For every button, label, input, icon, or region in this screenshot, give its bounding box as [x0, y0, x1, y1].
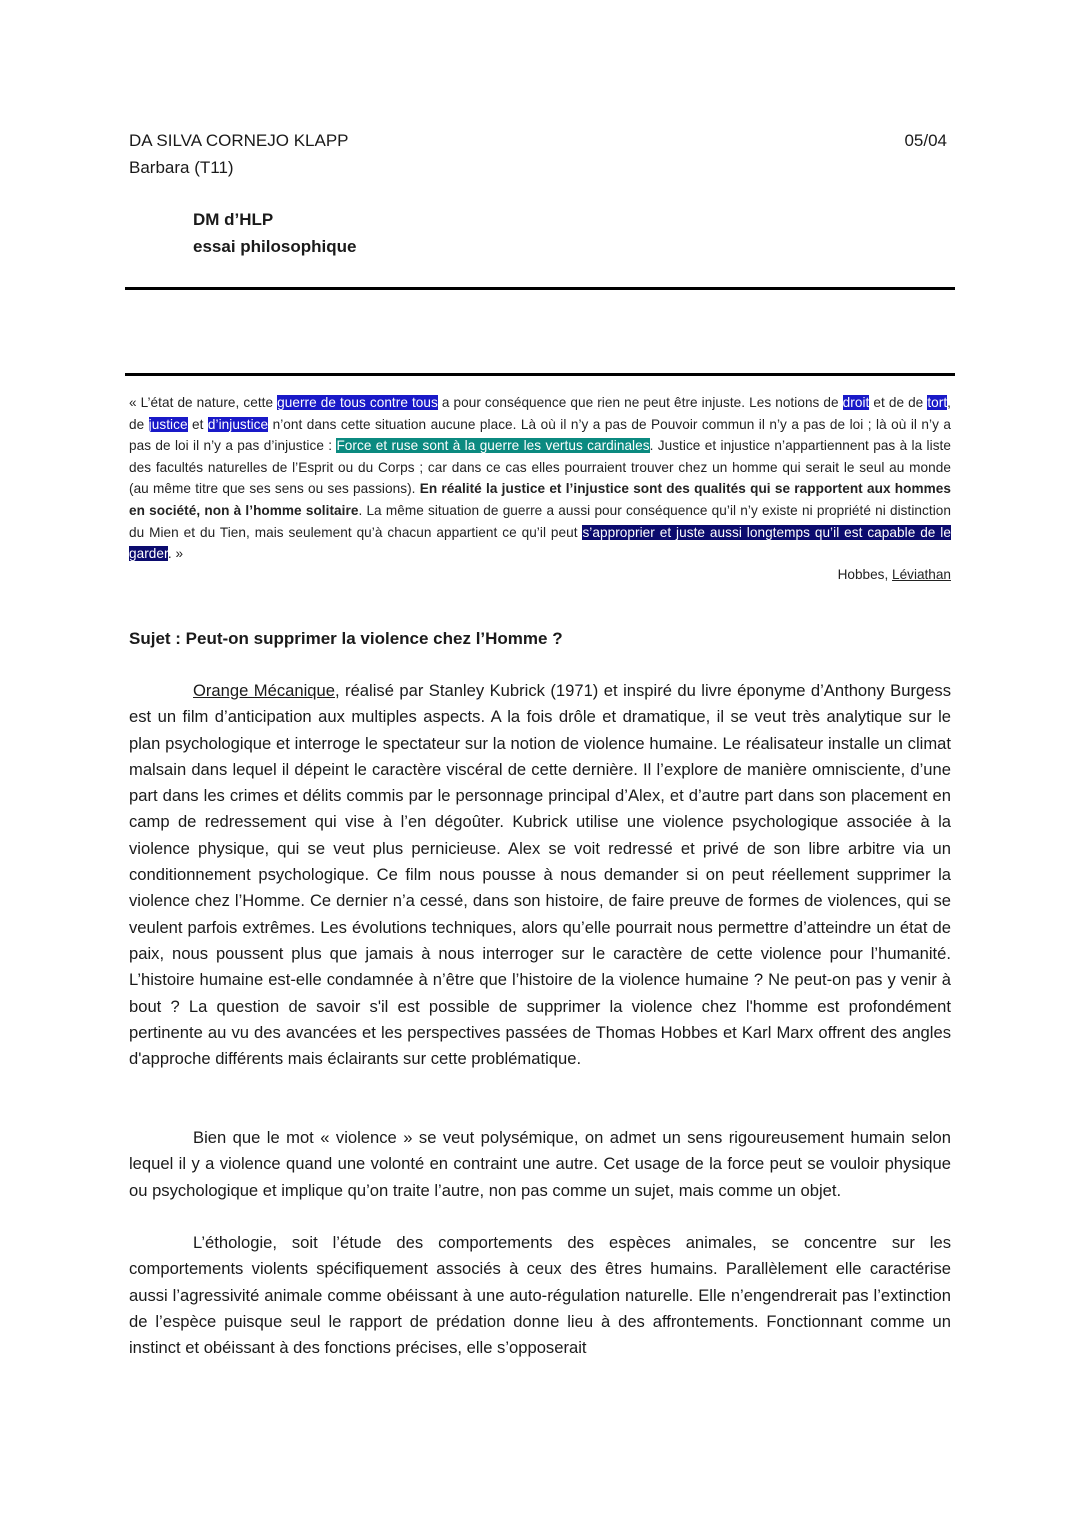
quote-citation — [838, 565, 951, 585]
document-date: 05/04 — [904, 131, 947, 150]
film-title: Orange Mécanique — [193, 681, 335, 700]
quote-text: . Justice et injustice n’appartiennent pas à la liste des facultés naturelles de l’Esprit ou du Corps ; car dans ce cas elles pourraient trouver chez un homme qui serait le seul au monde (au même titre que ses sens ou ses passions). — [129, 438, 951, 497]
quote-text: et — [187, 416, 208, 432]
horizontal-rule-bottom — [125, 373, 955, 376]
intro-text: , réalisé par Stanley Kubrick (1971) et inspiré du livre éponyme d’Anthony Burgess est un film d’anticipation aux multiples aspects. A la fois drôle et dramatique, il se veut très analytique sur le plan psychologique et interroge le spectateur sur la notion de violence humaine. Le réalisateur installe un climat malsain dans lequel il dépeint le caractère viscéral de cette dernière. Il l’explore de manière omnisciente, d’une part dans les crimes et délits commis par le personnage principal d’Alex, et d’autre part dans son placement en camp de redressement qui vise à l’en dégoûter. Kubrick utilise une violence psychologique associée à la violence physique, qui se veut plus pernicieuse. Alex se voit redressé et privé de son libre arbitre via un conditionnement psychologique. Ce film nous pousse à nous demander si on peut réellement supprimer la violence chez l’Homme. Ce dernier n’a cessé, dans son histoire, de faire preuve de formes de violences, qui se veulent parfois extrêmes. Les évolutions techniques, alors qu’elle pourrait nous permettre d’atteindre un état de paix, nous poussent plus que jamais à nous interroger sur le caractère de cette violence pour l’humanité. L’histoire humaine est-elle condamnée à n’être que l’histoire de la violence humaine ? Ne peut-on pas y venir à bout ? La question de savoir s'il est possible de supprimer la violence chez l'homme est profondément pertinente au vu des avancées et les perspectives passées de Thomas Hobbes et Karl Marx offrent des angles d'approche différents mais éclairants sur cette problématique. — [129, 681, 951, 1069]
document-subtitle: essai philosophique — [193, 237, 357, 256]
hobbes-quote — [129, 392, 951, 565]
author-first-name: Barbara (T11) — [129, 158, 234, 177]
quote-text: , de — [129, 395, 951, 432]
quote-text: n’ont dans cette situation aucune place. Là où il n’y a pas de Pouvoir commun il n’y a pas de loi ; là où il n’y a pas de loi il n’y a pas d’injustice : — [129, 416, 951, 454]
quote-text: . » — [167, 546, 184, 562]
quote-bold-text: En réalité la justice et l’injustice sont des qualités qui se rapportent aux hommes en société, non à l’homme solitaire — [129, 481, 951, 518]
quote-text: a pour conséquence que rien ne peut être injuste. Les notions de — [437, 395, 843, 410]
highlight-droit: droit — [842, 395, 870, 410]
quote-text: « L’état de nature, cette — [129, 395, 278, 410]
highlight-approprier: s’approprier et juste aussi longtemps qu’il est capable de le garder — [129, 524, 951, 562]
horizontal-rule-top — [125, 287, 955, 290]
highlight-guerre: guerre de tous contre tous — [277, 395, 438, 410]
document-title: DM d’HLP — [193, 210, 274, 229]
highlight-justice: justice — [148, 416, 188, 432]
quote-text: et de de — [869, 395, 928, 410]
quote-text: . La même situation de guerre a aussi pour conséquence qu’il n’y existe ni propriété ni distinction du Mien et du Tien, mais seulement qu’à chacun appartient ce qu’il peut — [129, 502, 952, 540]
citation-work: Léviathan — [892, 567, 951, 582]
intro-paragraph — [129, 678, 951, 1072]
citation-author: Hobbes, — [837, 567, 893, 582]
paragraph-ethology: L’éthologie, soit l’étude des comportements des espèces animales, se concentre sur les comportements violents spécifiquement associés à ceux des êtres humains. Parallèlement elle caractérise aussi l’agressivité animale comme obéissant à une auto-régulation naturelle. Elle n’engendrerait pas l’extinction de l’espèce puisque seul le rapport de prédation donne lieu à des affrontements. Fonctionnant comme un instinct et obéissant à des fonctions précises, elle s’opposerait — [129, 1233, 951, 1358]
highlight-injustice: d’injustice — [207, 416, 269, 432]
author-last-name: DA SILVA CORNEJO KLAPP — [129, 131, 349, 150]
essay-subject: Sujet : Peut-on supprimer la violence chez l’Homme ? — [129, 629, 563, 648]
highlight-force-ruse: Force et ruse sont à la guerre les vertus cardinales — [336, 438, 650, 454]
paragraph-violence-definition: Bien que le mot « violence » se veut polysémique, on admet un sens rigoureusement humain selon lequel il y a violence quand une volonté en contraint une autre. Cet usage de la force peut se vouloir physique ou psychologique et implique qu’on traite l’autre, non pas comme un sujet, mais comme un objet. — [129, 1128, 951, 1200]
highlight-tort: tort — [927, 395, 948, 410]
